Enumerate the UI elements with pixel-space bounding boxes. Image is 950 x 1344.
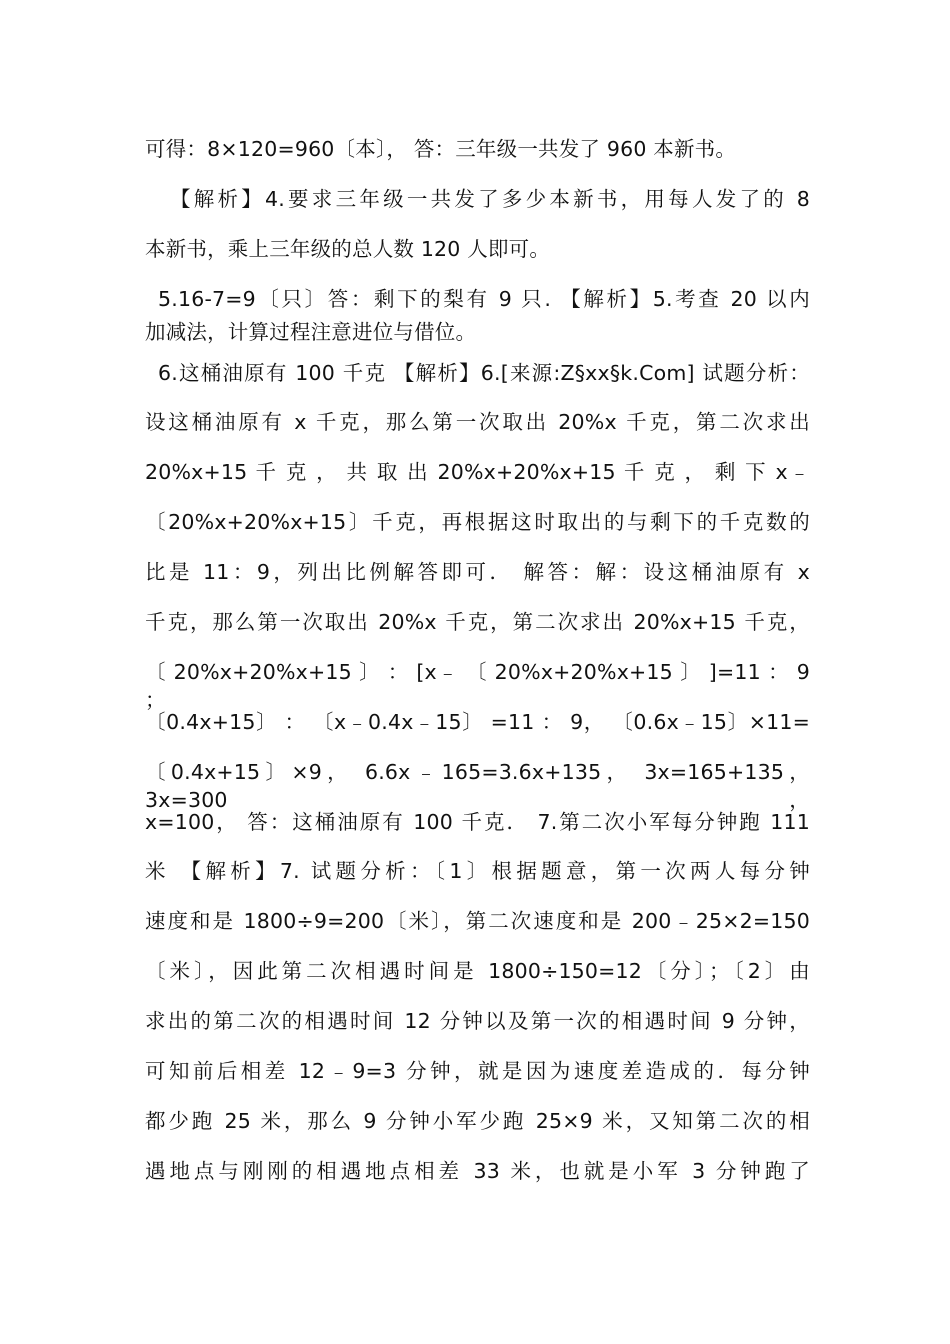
text-line-10: 比是 11：9，列出比例解答即可． 解答：解：设这桶油原有 x xyxy=(145,560,810,584)
text-line-11: 千克，那么第一次取出 20%x 千克，第二次求出 20%x+15 千克， xyxy=(145,610,810,634)
text-line-2: 【解析】4.要求三年级一共发了多少本新书，用每人发了的 8 xyxy=(170,187,810,211)
text-line-7: 设这桶油原有 x 千克，那么第一次取出 20%x 千克，第二次求出 xyxy=(145,410,810,434)
text-line-3: 本新书，乘上三年级的总人数 120 人即可。 xyxy=(145,237,551,261)
text-line-12: 〔 20%x+20%x+15 〕 ： [x﹣ 〔 20%x+20%x+15 〕 ]=11 ： 9 ； xyxy=(145,660,810,712)
text-line-4: 5.16-7=9〔只〕答：剩下的梨有 9 只. 【解析】5.考查 20 以内 xyxy=(158,287,810,311)
text-line-17: 速度和是 1800÷9=200〔米〕，第二次速度和是 200﹣25×2=150 xyxy=(145,909,810,933)
text-line-20: 可知前后相差 12﹣9=3 分钟，就是因为速度差造成的．每分钟 xyxy=(145,1059,810,1083)
text-line-5: 加减法，计算过程注意进位与借位。 xyxy=(145,320,477,344)
text-line-14: 〔0.4x+15〕×9， 6.6x﹣165=3.6x+135， 3x=165+135， 3x=300， xyxy=(145,760,810,812)
text-line-1: 可得：8×120=960〔本〕， 答：三年级一共发了 960 本新书。 xyxy=(145,137,737,161)
text-line-16: 米 【解析】7. 试题分析：〔1〕根据题意，第一次两人每分钟 xyxy=(145,859,810,883)
text-line-6: 6.这桶油原有 100 千克 【解析】6.[来源:Z§xx§k.Com] 试题分析： xyxy=(158,361,810,385)
text-line-9: 〔20%x+20%x+15〕千克，再根据这时取出的与剩下的千克数的 xyxy=(145,510,810,534)
text-line-18: 〔米〕，因此第二次相遇时间是 1800÷150=12〔分〕；〔2〕由 xyxy=(145,959,810,983)
text-line-21: 都少跑 25 米，那么 9 分钟小军少跑 25×9 米，又知第二次的相 xyxy=(145,1109,810,1133)
text-line-8: 20%x+15 千 克 ， 共 取 出 20%x+20%x+15 千 克 ， 剩 下 x﹣ xyxy=(145,460,810,484)
text-line-19: 求出的第二次的相遇时间 12 分钟以及第一次的相遇时间 9 分钟， xyxy=(145,1009,810,1033)
text-line-15: x=100， 答：这桶油原有 100 千克． 7.第二次小军每分钟跑 111 xyxy=(145,810,810,834)
text-line-13: 〔0.4x+15〕 ： 〔x﹣0.4x﹣15〕 =11 ： 9， 〔0.6x﹣15〕×11= xyxy=(145,710,810,734)
text-line-22: 遇地点与刚刚的相遇地点相差 33 米，也就是小军 3 分钟跑了 xyxy=(145,1159,810,1183)
